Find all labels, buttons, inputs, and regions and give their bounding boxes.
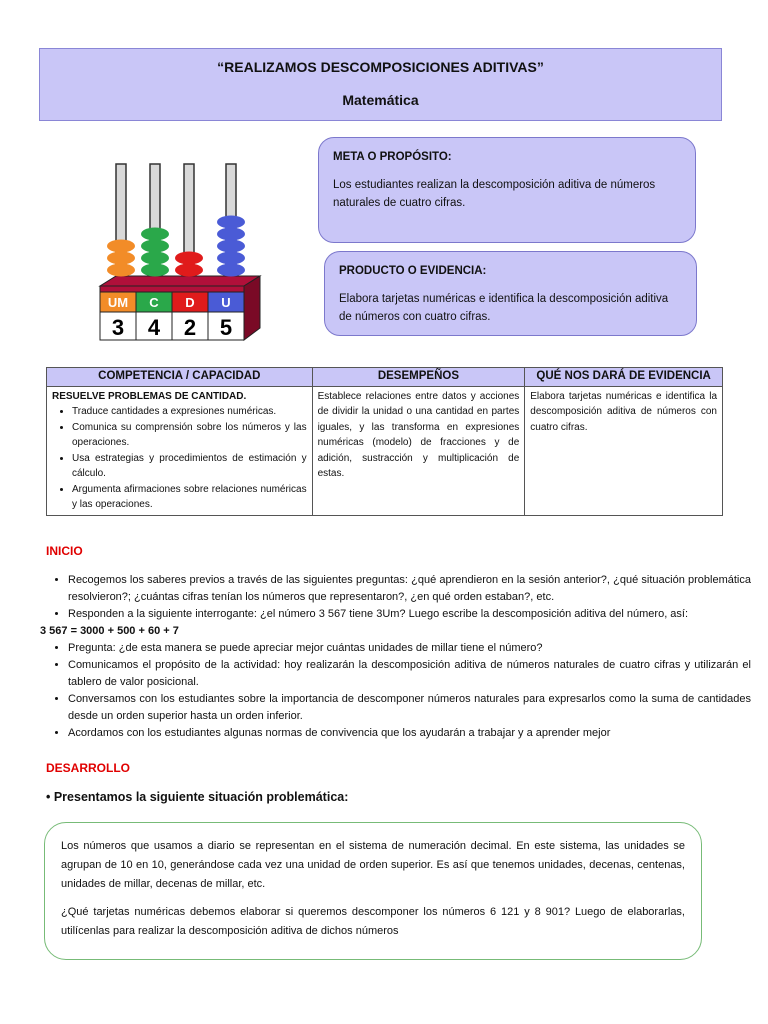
list-item: • Recogemos los saberes previos a través de las siguientes preguntas: ¿qué aprendieron en la sesión anterior?, ¿qué situación problemática resolvieron?; ¿cuántas cifras tenían los números que representaron?, ¿en qué orden estaban?, etc. xyxy=(68,572,751,606)
list-item: • Traduce cantidades a expresiones numéricas. xyxy=(72,404,307,420)
header-evidencia: QUÉ NOS DARÁ DE EVIDENCIA xyxy=(525,368,723,387)
abacus-bead xyxy=(107,252,135,265)
abacus-label-c: C xyxy=(149,295,159,310)
desarrollo-intro: • Presentamos la siguiente situación problemática: xyxy=(46,790,349,804)
evidencia-cell: Elabora tarjetas numéricas e identifica la descomposición aditiva de números con cuatro cifras. xyxy=(525,386,723,515)
list-item: • Acordamos con los estudiantes algunas normas de convivencia que los ayudarán a trabajar y a aprender mejor xyxy=(68,725,751,742)
list-item: • Comunicamos el propósito de la actividad: hoy realizarán la descomposición aditiva de números naturales de cuatro cifras y utilizarán el tablero de valor posicional. xyxy=(68,657,751,691)
abacus-bead xyxy=(217,252,245,265)
abacus-bead xyxy=(175,252,203,265)
list-item: • Responden a la siguiente interrogante: ¿el número 3 567 tiene 3Um? Luego escribe la descomposición aditiva del número, así: xyxy=(68,606,751,623)
abacus-digit-um: 3 xyxy=(111,315,125,340)
competencia-cell xyxy=(47,386,313,515)
list-item: • Usa estrategias y procedimientos de estimación y cálculo. xyxy=(72,451,307,482)
page-title: “REALIZAMOS DESCOMPOSICIONES ADITIVAS” xyxy=(217,59,544,75)
decomposition-formula: 3 567 = 3000 + 500 + 60 + 7 xyxy=(40,625,179,637)
abacus-bead xyxy=(217,228,245,241)
list-item: • Argumenta afirmaciones sobre relaciones numéricas y las operaciones. xyxy=(72,482,307,513)
meta-box xyxy=(318,137,696,243)
abacus-digit-u: 5 xyxy=(219,315,233,340)
abacus-illustration xyxy=(94,160,264,346)
abacus-label-um: UM xyxy=(107,295,129,310)
abacus-bead xyxy=(217,264,245,277)
inicio-heading: INICIO xyxy=(46,544,83,558)
meta-label: META O PROPÓSITO: xyxy=(333,151,452,163)
desarrollo-heading: DESARROLLO xyxy=(46,761,130,775)
abacus-label-u: U xyxy=(221,295,231,310)
header-competencia: COMPETENCIA / CAPACIDAD xyxy=(47,368,313,387)
problem-paragraph-1: Los números que usamos a diario se representan en el sistema de numeración decimal. En este sistema, las unidades se agrupan de 10 en 10, generándose cada vez una unidad de orden superior. Es así que tenemos unidades, decenas, centenas, unidades de millar, decenas de millar, etc. xyxy=(61,840,685,890)
header-desempenos: DESEMPEÑOS xyxy=(312,368,525,387)
abacus-bead xyxy=(141,228,169,241)
table-row xyxy=(47,386,723,515)
list-item: • Pregunta: ¿de esta manera se puede apreciar mejor cuántas unidades de millar tiene el número? xyxy=(68,640,751,657)
producto-label: PRODUCTO O EVIDENCIA: xyxy=(339,265,487,277)
abacus-digit-c: 4 xyxy=(147,315,161,340)
abacus-bead xyxy=(217,216,245,229)
abacus-label-d: D xyxy=(185,295,195,310)
list-item: • Conversamos con los estudiantes sobre la importancia de descomponer números naturales para expresarlos como la suma de cantidades desde un orden superior hasta un orden inferior. xyxy=(68,691,751,725)
abacus-bead xyxy=(217,240,245,253)
meta-text: Los estudiantes realizan la descomposición aditiva de números naturales de cuatro cifras. xyxy=(333,179,656,209)
page-subject: Matemática xyxy=(342,92,419,108)
competencias-table xyxy=(46,367,723,516)
table-header-row xyxy=(47,368,723,387)
abacus-bead xyxy=(107,240,135,253)
producto-box xyxy=(324,251,697,336)
abacus-digit-d: 2 xyxy=(183,315,197,340)
competencia-title: RESUELVE PROBLEMAS DE CANTIDAD. xyxy=(52,390,247,402)
list-item: • Comunica su comprensión sobre los números y las operaciones. xyxy=(72,420,307,451)
problem-box xyxy=(44,822,702,960)
problem-paragraph-2: ¿Qué tarjetas numéricas debemos elaborar si queremos descomponer los números 6 121 y 8 901? Luego de elaborarlas, utilícenlas para realizar la descomposición aditiva de dichos números xyxy=(61,906,685,937)
abacus-bead xyxy=(141,264,169,277)
abacus-bead xyxy=(141,240,169,253)
abacus-bead xyxy=(175,264,203,277)
desempenos-cell: Establece relaciones entre datos y acciones de dividir la unidad o una cantidad en partes iguales, y las transforma en expresiones numéricas (modelo) de fracciones y de adición, sustracción y multiplicación de estas. xyxy=(312,386,525,515)
capacidades-list xyxy=(52,404,307,513)
abacus-bead xyxy=(107,264,135,277)
inicio-list xyxy=(40,572,751,742)
producto-text: Elabora tarjetas numéricas e identifica la descomposición aditiva de números con cuatro cifras. xyxy=(339,293,669,323)
abacus-bead xyxy=(141,252,169,265)
title-banner xyxy=(39,48,722,121)
